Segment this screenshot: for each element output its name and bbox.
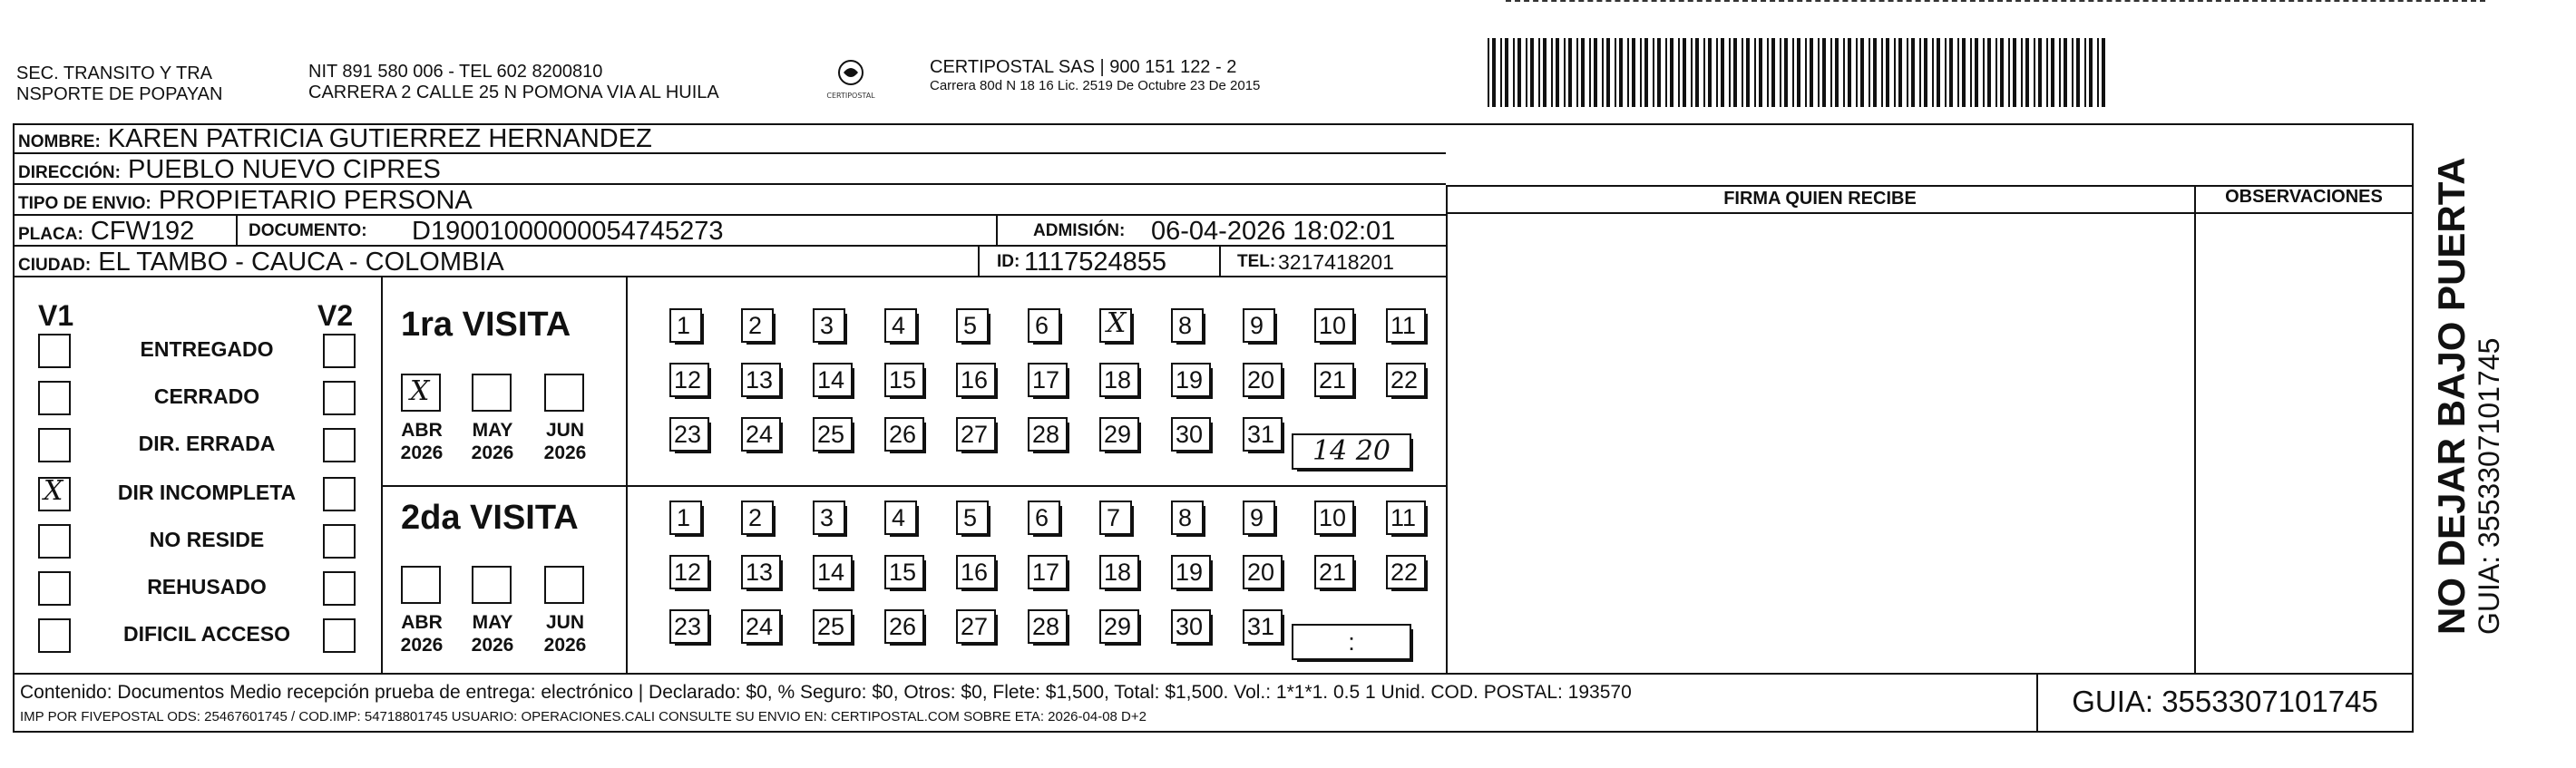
sender-block (16, 63, 222, 105)
barcode-bar (1835, 38, 1839, 107)
barcode-bar (2000, 38, 2004, 107)
first-visit-day-box[interactable]: 2 (741, 308, 774, 343)
direccion-row (13, 154, 1446, 185)
observaciones-header: OBSERVACIONES (2225, 187, 2383, 207)
barcode-bar (1771, 38, 1775, 107)
first-visit-day-box[interactable]: 27 (956, 417, 996, 452)
barcode-bar (1733, 38, 1737, 107)
barcode-bar (1818, 38, 1820, 107)
v2-label: V2 (317, 299, 354, 332)
barcode-bar (1962, 38, 1966, 107)
status-v2-checkbox[interactable] (323, 381, 356, 415)
id-value: 1117524855 (1024, 248, 1166, 277)
divider (626, 277, 628, 673)
barcode (1488, 38, 2109, 107)
contenido-text: Contenido: Documentos Medio recepción prueba de entrega: electrónico | Declarado: $0, % Seguro: $0, Otros: $0, Flete: $1,500, Total: $1,500. Vol.: 1*1*1. 0.5 1 Unid. COD. POSTAL: 193570 (20, 682, 1632, 703)
first-visit-day-box[interactable]: 8 (1171, 308, 1204, 343)
status-label: DIR INCOMPLETA (117, 481, 297, 504)
v1-label: V1 (38, 299, 74, 332)
barcode-bar (1691, 38, 1693, 107)
month-year: 2026 (471, 635, 514, 656)
first-visit-day-box[interactable]: 20 (1243, 363, 1283, 397)
first-visit-time[interactable]: 14 20 (1292, 433, 1411, 470)
placa-row (13, 216, 1446, 247)
barcode-bar (1581, 38, 1585, 107)
second-visit-day-box[interactable]: 16 (956, 555, 996, 589)
obs-left-border (2194, 185, 2196, 673)
barcode-bar (2008, 38, 2010, 107)
first-visit-day-box[interactable]: 24 (741, 417, 781, 452)
barcode-bar (1970, 38, 1972, 107)
barcode-bar (1919, 38, 1921, 107)
company-line-2: Carrera 80d N 18 16 Lic. 2519 De Octubre 23 De 2015 (930, 78, 1261, 93)
barcode-bar (1657, 38, 1661, 107)
month-name: MAY (472, 612, 513, 633)
barcode-bar (1759, 38, 1762, 107)
barcode-bar (1983, 38, 1985, 107)
first-visit-day-box[interactable]: 14 (813, 363, 853, 397)
first-visit-day-box[interactable]: 19 (1171, 363, 1211, 397)
barcode-bar (1784, 38, 1788, 107)
second-visit-day-box[interactable]: 28 (1028, 609, 1068, 644)
barcode-bar (1987, 38, 1991, 107)
barcode-bar (2089, 38, 2093, 107)
visit-divider (381, 485, 1446, 487)
first-visit-day-box[interactable]: 29 (1099, 417, 1139, 452)
second-visit-day-box[interactable]: 11 (1386, 501, 1426, 535)
barcode-bar (1924, 38, 1927, 107)
second-visit-day-box[interactable]: 5 (956, 501, 989, 535)
footer-guia: GUIA: 3553307101745 (2072, 685, 2378, 718)
first-visit-day-box[interactable]: 17 (1028, 363, 1068, 397)
first-visit-day-box[interactable]: 13 (741, 363, 781, 397)
month-check-mark: X (410, 375, 430, 407)
first-visit-month-label (461, 419, 524, 464)
barcode-bar (1602, 38, 1604, 107)
second-visit-day-box[interactable]: 9 (1243, 501, 1275, 535)
status-v1-checkbox[interactable] (38, 524, 71, 559)
barcode-bar (1805, 38, 1807, 107)
second-visit-title: 2da VISITA (401, 499, 579, 537)
first-visit-day-box[interactable]: 15 (884, 363, 924, 397)
second-visit-day-box[interactable]: 2 (741, 501, 774, 535)
status-label: DIR. ERRADA (138, 432, 276, 455)
barcode-bar (1627, 38, 1629, 107)
barcode-bar (2046, 38, 2048, 107)
second-visit-day-box[interactable]: 8 (1171, 501, 1204, 535)
barcode-bar (1517, 38, 1521, 107)
sender-line-2: NSPORTE DE POPAYAN (16, 84, 223, 104)
imp-text: IMP POR FIVEPOSTAL ODS: 25467601745 / COD.IMP: 54718801745 USUARIO: OPERACIONES.CALI CONSULTE SU ENVIO EN: CERTIPOSTAL.COM SOBRE ETA: 2026-04-08 D+2 (20, 709, 1147, 724)
barcode-bar (1869, 38, 1870, 107)
ciudad-row (13, 247, 1446, 277)
status-v2-checkbox[interactable] (323, 477, 356, 511)
barcode-bar (2102, 38, 2105, 107)
first-visit-month-label (390, 419, 454, 464)
month-name: ABR (401, 420, 443, 441)
barcode-bar (1754, 38, 1756, 107)
barcode-bar (2021, 38, 2023, 107)
second-visit-day-box[interactable]: 24 (741, 609, 781, 644)
first-visit-day-box[interactable]: 18 (1099, 363, 1139, 397)
status-label: ENTREGADO (140, 337, 274, 361)
first-visit-month-label (533, 419, 597, 464)
second-visit-day-box[interactable]: 21 (1314, 555, 1354, 589)
first-visit-day-box[interactable]: 10 (1314, 308, 1354, 343)
second-visit-day-box[interactable]: 12 (669, 555, 709, 589)
second-visit-day-box[interactable]: 4 (884, 501, 917, 535)
barcode-bar (1505, 38, 1508, 107)
month-name: JUN (545, 612, 584, 633)
documento-value: D19001000000054745273 (412, 217, 724, 246)
second-visit-day-box[interactable]: 10 (1314, 501, 1354, 535)
status-v1-checkbox[interactable] (38, 334, 71, 368)
status-v2-checkbox[interactable] (323, 571, 356, 606)
ciudad-value: EL TAMBO - CAUCA - COLOMBIA (98, 248, 504, 277)
footer-top-border (13, 673, 2414, 675)
barcode-bar (1894, 38, 1896, 107)
barcode-bar (2059, 38, 2061, 107)
first-visit-day-box[interactable]: 1 (669, 308, 702, 343)
first-visit-title: 1ra VISITA (401, 306, 571, 344)
placa-label: PLACA: (18, 225, 83, 244)
barcode-bar (1957, 38, 1959, 107)
status-v2-checkbox[interactable] (323, 334, 356, 368)
first-visit-month-checkbox[interactable] (401, 374, 441, 412)
barcode-bar (1526, 38, 1527, 107)
first-visit-day-box[interactable]: 11 (1386, 308, 1426, 343)
second-visit-month-label (390, 611, 454, 656)
barcode-bar (1576, 38, 1578, 107)
second-visit-day-box[interactable]: 3 (813, 501, 845, 535)
divider (381, 277, 383, 673)
second-visit-day-box[interactable]: 20 (1243, 555, 1283, 589)
first-visit-day-box[interactable]: 23 (669, 417, 709, 452)
placa-value: CFW192 (90, 217, 195, 246)
status-check-mark: X (44, 475, 63, 507)
barcode-bar (1881, 38, 1883, 107)
second-visit-day-box[interactable]: 15 (884, 555, 924, 589)
barcode-bar (2076, 38, 2080, 107)
barcode-bar (1644, 38, 1648, 107)
first-visit-day-box[interactable]: 31 (1243, 417, 1283, 452)
barcode-bar (1708, 38, 1712, 107)
direccion-label: DIRECCIÓN: (18, 163, 121, 182)
tel-value: 3217418201 (1278, 250, 1394, 274)
second-visit-day-box[interactable]: 18 (1099, 555, 1139, 589)
first-visit-day-box[interactable] (1099, 308, 1132, 343)
barcode-bar (1932, 38, 1934, 107)
first-visit-day-box[interactable]: 9 (1243, 308, 1275, 343)
second-visit-day-box[interactable]: 19 (1171, 555, 1211, 589)
second-visit-day-box[interactable]: 25 (813, 609, 853, 644)
status-label: DIFICIL ACCESO (122, 622, 290, 646)
first-visit-day-box[interactable]: 5 (956, 308, 989, 343)
barcode-bar (1564, 38, 1566, 107)
second-visit-day-box[interactable]: 6 (1028, 501, 1060, 535)
firma-left-border (1446, 185, 1448, 673)
barcode-bar (1619, 38, 1623, 107)
first-visit-day-box[interactable]: 26 (884, 417, 924, 452)
first-visit-day-box[interactable]: 3 (813, 308, 845, 343)
first-visit-month-checkbox[interactable] (544, 374, 584, 412)
barcode-bar (1716, 38, 1718, 107)
second-visit-month-checkbox[interactable] (472, 566, 512, 604)
tipo-label: TIPO DE ENVIO: (18, 194, 151, 213)
svg-text:CERTIPOSTAL: CERTIPOSTAL (826, 92, 875, 100)
second-visit-day-box[interactable]: 1 (669, 501, 702, 535)
status-v2-checkbox[interactable] (323, 618, 356, 653)
second-visit-month-label (461, 611, 524, 656)
barcode-bar (1995, 38, 1997, 107)
barcode-bar (1945, 38, 1947, 107)
barcode-bar (1640, 38, 1642, 107)
barcode-bar (1551, 38, 1553, 107)
admision-label: ADMISIÓN: (1033, 221, 1126, 240)
direccion-value: PUEBLO NUEVO CIPRES (128, 155, 441, 184)
status-v1-checkbox[interactable] (38, 381, 71, 415)
month-year: 2026 (543, 442, 587, 463)
barcode-bar (2064, 38, 2067, 107)
second-visit-day-box[interactable]: 27 (956, 609, 996, 644)
id-label: ID: (997, 252, 1020, 271)
documento-label: DOCUMENTO: (249, 221, 367, 240)
status-v1-checkbox[interactable] (38, 571, 71, 606)
first-visit-day-box[interactable]: 16 (956, 363, 996, 397)
month-year: 2026 (400, 635, 444, 656)
barcode-bar (2097, 38, 2099, 107)
month-year: 2026 (543, 635, 587, 656)
divider (1219, 247, 1221, 277)
month-name: ABR (401, 612, 443, 633)
status-label: CERRADO (153, 384, 260, 408)
second-visit-month-checkbox[interactable] (544, 566, 584, 604)
divider (978, 247, 980, 277)
barcode-bar (1513, 38, 1515, 107)
barcode-bar (1767, 38, 1769, 107)
tipo-row (13, 185, 1446, 216)
first-visit-day-box[interactable]: 6 (1028, 308, 1060, 343)
status-v2-checkbox[interactable] (323, 524, 356, 559)
barcode-bar (1822, 38, 1826, 107)
address-line: CARRERA 2 CALLE 25 N POMONA VIA AL HUILA (308, 83, 719, 102)
barcode-bar (1492, 38, 1496, 107)
barcode-bar (1488, 38, 1489, 107)
sender-contact (308, 62, 719, 103)
barcode-bar (1678, 38, 1680, 107)
month-name: MAY (472, 420, 513, 441)
barcode-bar (2084, 38, 2086, 107)
barcode-bar (1907, 38, 1908, 107)
barcode-bar (1632, 38, 1635, 107)
tipo-value: PROPIETARIO PERSONA (158, 186, 473, 215)
month-year: 2026 (471, 442, 514, 463)
barcode-bar (1538, 38, 1540, 107)
barcode-bar (1703, 38, 1705, 107)
tel-label: TEL: (1237, 252, 1276, 271)
barcode-bar (1594, 38, 1597, 107)
first-visit-day-box[interactable]: 12 (669, 363, 709, 397)
company-line-1: CERTIPOSTAL SAS | 900 151 122 - 2 (930, 57, 1237, 77)
barcode-bar (1898, 38, 1902, 107)
barcode-bar (2051, 38, 2054, 107)
barcode-bar (1665, 38, 1667, 107)
first-visit-day-box[interactable]: 25 (813, 417, 853, 452)
barcode-bar (2034, 38, 2035, 107)
second-visit-month-label (533, 611, 597, 656)
month-name: JUN (545, 420, 584, 441)
nombre-label: NOMBRE: (18, 132, 101, 151)
side-guia: GUIA: 3553307101745 (2473, 337, 2505, 635)
columns-header-border (1446, 212, 2414, 214)
side-title: NO DEJAR BAJO PUERTA (2430, 157, 2473, 635)
divider (236, 216, 238, 247)
second-visit-time[interactable]: : (1292, 624, 1411, 660)
barcode-bar (2038, 38, 2042, 107)
barcode-bar (1937, 38, 1940, 107)
barcode-bar (1615, 38, 1616, 107)
barcode-bar (1810, 38, 1813, 107)
second-visit-month-checkbox[interactable] (401, 566, 441, 604)
side-warning (2431, 157, 2505, 635)
barcode-bar (1780, 38, 1781, 107)
divider (996, 216, 998, 247)
barcode-bar (1797, 38, 1800, 107)
second-visit-day-box[interactable]: 29 (1099, 609, 1139, 644)
second-visit-day-box[interactable]: 22 (1386, 555, 1426, 589)
ciudad-label: CIUDAD: (18, 256, 92, 275)
barcode-bar (2013, 38, 2016, 107)
second-visit-day-box[interactable]: 17 (1028, 555, 1068, 589)
barcode-bar (1886, 38, 1889, 107)
barcode-bar (1653, 38, 1654, 107)
nombre-row (13, 123, 1446, 154)
company-block (930, 56, 1260, 94)
barcode-bar (1606, 38, 1610, 107)
barcode-bar (1729, 38, 1731, 107)
second-visit-day-box[interactable]: 30 (1171, 609, 1211, 644)
barcode-bar (1568, 38, 1572, 107)
barcode-bar (1500, 38, 1502, 107)
status-label: REHUSADO (147, 575, 267, 598)
barcode-bar (1721, 38, 1724, 107)
second-visit-day-box[interactable]: 13 (741, 555, 781, 589)
first-visit-month-checkbox[interactable] (472, 374, 512, 412)
sender-line-1: SEC. TRANSITO Y TRA (16, 63, 212, 83)
nit-line: NIT 891 580 006 - TEL 602 8200810 (308, 62, 603, 82)
barcode-bar (1530, 38, 1534, 107)
barcode-bar (1742, 38, 1743, 107)
barcode-bar (1949, 38, 1953, 107)
certipostal-logo-icon (824, 56, 878, 102)
barcode-bar (1830, 38, 1832, 107)
barcode-bar (2072, 38, 2073, 107)
first-visit-day-box[interactable]: 28 (1028, 417, 1068, 452)
barcode-bar (1670, 38, 1673, 107)
barcode-bar (1860, 38, 1864, 107)
barcode-bar (1683, 38, 1686, 107)
barcode-bar (1873, 38, 1877, 107)
barcode-bar (1695, 38, 1699, 107)
second-visit-day-box[interactable]: 23 (669, 609, 709, 644)
barcode-bar (1975, 38, 1978, 107)
status-v1-checkbox[interactable] (38, 428, 71, 462)
second-visit-day-box[interactable]: 31 (1243, 609, 1283, 644)
first-visit-day-box[interactable]: 21 (1314, 363, 1354, 397)
first-visit-day-box[interactable]: 22 (1386, 363, 1426, 397)
barcode-bar (1911, 38, 1915, 107)
firma-header: FIRMA QUIEN RECIBE (1723, 189, 1917, 209)
second-visit-day-box[interactable]: 14 (813, 555, 853, 589)
second-visit-day-box[interactable]: 26 (884, 609, 924, 644)
barcode-bar (1856, 38, 1858, 107)
barcode-bar (1556, 38, 1559, 107)
barcode-bar (1543, 38, 1547, 107)
first-visit-day-box[interactable]: 4 (884, 308, 917, 343)
status-v1-checkbox[interactable] (38, 618, 71, 653)
barcode-bar (1848, 38, 1851, 107)
admision-value: 06-04-2026 18:02:01 (1151, 217, 1396, 246)
barcode-bar (1746, 38, 1750, 107)
status-v2-checkbox[interactable] (323, 428, 356, 462)
barcode-bar (1843, 38, 1845, 107)
status-v1-checkbox[interactable] (38, 477, 71, 511)
barcode-bar (2025, 38, 2029, 107)
status-label: NO RESIDE (149, 528, 265, 551)
day-check-mark: X (1107, 307, 1127, 339)
barcode-bar (1792, 38, 1794, 107)
barcode-bar (1589, 38, 1591, 107)
cut-line (1506, 0, 2485, 4)
month-year: 2026 (400, 442, 444, 463)
nombre-value: KAREN PATRICIA GUTIERREZ HERNANDEZ (107, 124, 652, 153)
second-visit-day-box[interactable]: 7 (1099, 501, 1132, 535)
first-visit-day-box[interactable]: 30 (1171, 417, 1211, 452)
